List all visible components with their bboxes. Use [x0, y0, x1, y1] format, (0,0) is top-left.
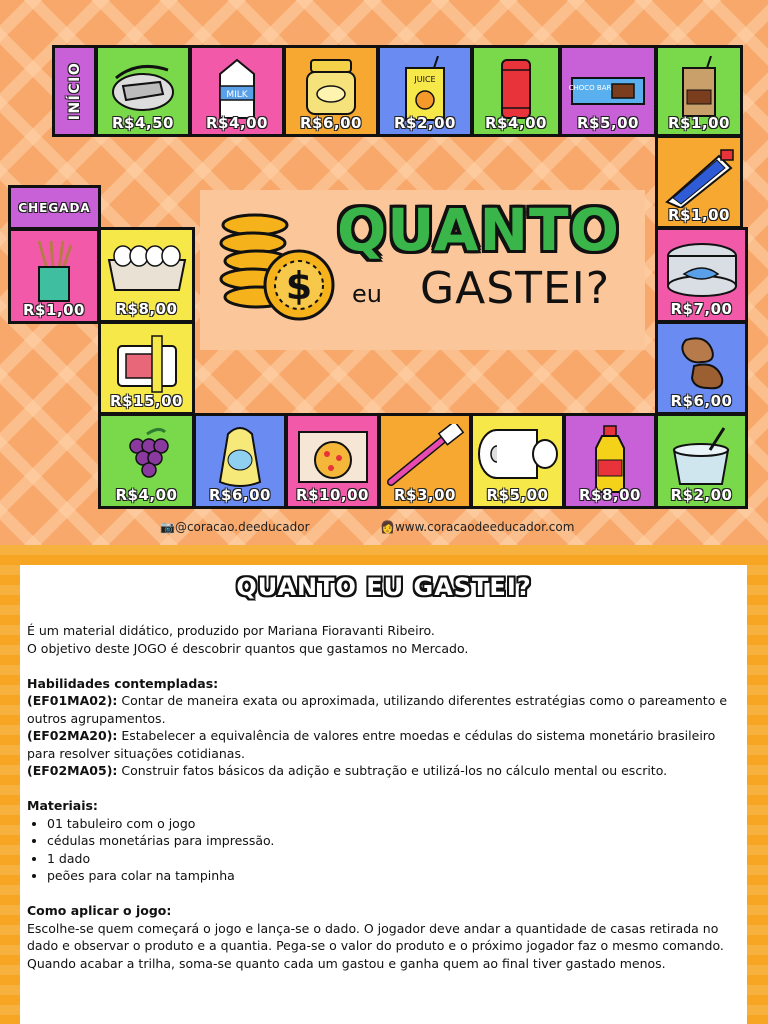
space-price: R$8,00 — [115, 300, 178, 318]
space-price: R$3,00 — [394, 486, 456, 504]
materials-list — [27, 815, 742, 885]
space-toilet-paper — [470, 413, 565, 509]
howto-text: Escolhe-se quem começará o jogo e lança-se o dado. O jogador deve andar a quantidade de casas retirada no dado e observar o produto e a quantia. Pega-se o valor do produto e o próximo jogador faz o mesmo comando. Quando acabar a trilha, soma-se quanto cada um gastou e ganha quem ao final tiver gastado menos. — [27, 920, 724, 971]
start-label: INÍCIO — [66, 61, 83, 121]
start-space — [52, 45, 97, 137]
space-price: R$5,00 — [486, 486, 549, 504]
materials-heading: Materiais: — [27, 798, 98, 813]
skill-item: (EF02MA05): Construir fatos básicos da adição e subtração e utilizá-los no cálculo mental ou escrito. — [27, 763, 668, 778]
space-pencils-cup — [8, 228, 100, 324]
skills-heading: Habilidades contempladas: — [27, 675, 219, 691]
milk-carton-icon — [212, 56, 262, 122]
space-grapes — [98, 413, 195, 509]
person-icon: 👩 — [380, 520, 395, 534]
space-price: R$2,00 — [670, 486, 733, 504]
space-cooking-oil — [563, 413, 657, 509]
space-yogurt — [655, 413, 748, 509]
list-item: • cédulas monetárias para impressão. — [47, 832, 742, 850]
egg-carton-icon — [105, 238, 189, 294]
document-body — [27, 622, 742, 972]
space-choco-milk-box — [655, 45, 743, 137]
choco-bar-icon — [568, 70, 648, 110]
juice-box-icon — [398, 56, 452, 122]
space-egg-carton — [98, 227, 195, 323]
beans-icon — [672, 332, 732, 392]
title-main: QUANTO — [337, 196, 620, 264]
svg-text:$: $ — [285, 264, 313, 308]
space-price: R$4,00 — [485, 114, 547, 132]
butter-jar-icon — [301, 56, 361, 118]
title-small: eu — [352, 280, 382, 308]
toothbrush-icon — [385, 424, 465, 486]
toothpaste-icon — [661, 146, 737, 208]
space-price: R$7,00 — [670, 300, 733, 318]
space-price: R$10,00 — [296, 486, 369, 504]
intro-line: É um material didático, produzido por Mariana Fioravanti Ribeiro. — [27, 623, 435, 638]
list-item: • 1 dado — [47, 850, 742, 868]
instagram-link[interactable]: 📷@coracao.deeducador — [160, 520, 310, 534]
list-item: • peões para colar na tampinha — [47, 867, 742, 885]
space-price: R$6,00 — [670, 392, 733, 410]
space-price: R$4,00 — [115, 486, 178, 504]
meat-tray-icon — [112, 332, 182, 394]
space-price: R$6,00 — [209, 486, 271, 504]
space-shampoo — [193, 413, 287, 509]
skill-item: (EF01MA02): Contar de maneira exata ou aproximada, utilizando diferentes estratégias como o pareamento e outros agrupamentos. — [27, 693, 728, 726]
pencils-cup-icon — [29, 239, 79, 303]
space-price: R$8,00 — [579, 486, 641, 504]
yogurt-icon — [666, 424, 738, 488]
grapes-icon — [119, 424, 175, 490]
space-price: R$4,50 — [112, 114, 174, 132]
space-milk-carton — [189, 45, 285, 137]
list-item: • 01 tabuleiro com o jogo — [47, 815, 742, 833]
space-meat-tray — [98, 321, 195, 415]
finish-space — [8, 185, 101, 230]
space-juice-box — [377, 45, 473, 137]
coins-icon — [215, 205, 345, 335]
space-beans — [655, 321, 748, 415]
title-end: GASTEI? — [420, 263, 611, 314]
space-toothbrush — [378, 413, 472, 509]
finish-label: CHEGADA — [18, 201, 91, 215]
space-pizza — [285, 413, 380, 509]
howto-heading: Como aplicar o jogo: — [27, 903, 172, 918]
document-title: QUANTO EU GASTEI? — [236, 573, 532, 601]
juice-label: JUICE — [414, 75, 436, 84]
space-price: R$4,00 — [206, 114, 268, 132]
website-link[interactable]: 👩www.coracaodeeducador.com — [380, 520, 575, 534]
space-price: R$1,00 — [23, 301, 85, 319]
space-price: R$1,00 — [668, 114, 730, 132]
space-butter-jar — [283, 45, 379, 137]
choco-bar-label: CHOCO BAR — [568, 84, 612, 92]
space-tuna-can — [655, 227, 748, 323]
space-toothpaste — [655, 135, 743, 229]
skill-item: (EF02MA20): Estabelecer a equivalência de valores entre moedas e cédulas do sistema monetário brasileiro para resolver situações cotidianas. — [27, 728, 716, 761]
tuna-can-icon — [662, 238, 742, 300]
space-price: R$15,00 — [110, 392, 183, 410]
space-price: R$2,00 — [394, 114, 456, 132]
space-price: R$5,00 — [577, 114, 639, 132]
space-choco-bar — [559, 45, 657, 137]
intro-line: O objetivo deste JOGO é descobrir quantos que gastamos no Mercado. — [27, 640, 469, 656]
space-soda-can — [471, 45, 561, 137]
instagram-icon: 📷 — [160, 520, 175, 534]
toilet-paper-icon — [475, 424, 561, 484]
shampoo-icon — [210, 424, 270, 490]
space-sardine-tin — [95, 45, 191, 137]
soda-can-icon — [496, 56, 536, 122]
svg-text:MILK: MILK — [226, 90, 248, 100]
pizza-icon — [291, 424, 375, 488]
space-price: R$6,00 — [300, 114, 362, 132]
space-price: R$1,00 — [668, 206, 730, 224]
sardine-tin-icon — [108, 56, 178, 118]
choco-milk-box-icon — [677, 56, 721, 118]
